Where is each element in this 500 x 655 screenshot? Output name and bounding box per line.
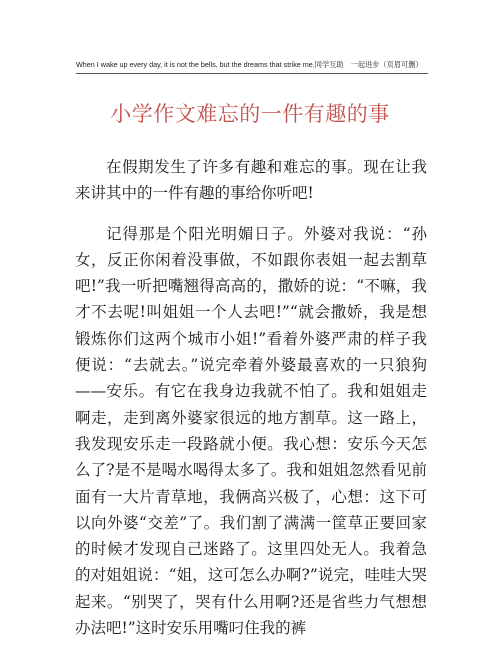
header-divider	[76, 73, 428, 74]
page-header: When I wake up every day, it is not the bells, but the dreams that strike me.同学互助 一起进步（页眉可删）	[76, 60, 423, 69]
document-title: 小学作文难忘的一件有趣的事	[110, 102, 390, 126]
paragraph: 记得那是个阳光明媚日子。外婆对我说：“孙女，反正你闲着没事做，不如跟你表姐一起去割草吧!”我一听把嘴翘得高高的，撒娇的说：“不嘛，我才不去呢!叫姐姐一个人去吧!”“就会撒娇，我是想锻炼你们这两个城市小姐!”看着外婆严肃的样子我便说：“去就去。”说完牵着外婆最喜欢的一只狼狗——安乐。有它在我身边我就不怕了。我和姐姐走啊走，走到离外婆家很远的地方割草。这一路上，我发现安乐走一段路就小便。我心想：安乐今天怎么了?是不是喝水喝得太多了。我和姐姐忽然看见前面有一大片青草地，我俩高兴极了，心想：这下可以向外婆“交差”了。我们割了满满一筐草正要回家的时候才发现自己迷路了。这里四处无人。我着急的对姐姐说：“姐，这可怎么办啊?”说完，哇哇大哭起来。“别哭了，哭有什么用啊?还是省些力气想想办法吧!”这时安乐用嘴叼住我的裤	[75, 224, 427, 638]
document-body	[75, 154, 427, 655]
paragraph: 在假期发生了许多有趣和难忘的事。现在让我来讲其中的一件有趣的事给你听吧!	[75, 158, 427, 203]
